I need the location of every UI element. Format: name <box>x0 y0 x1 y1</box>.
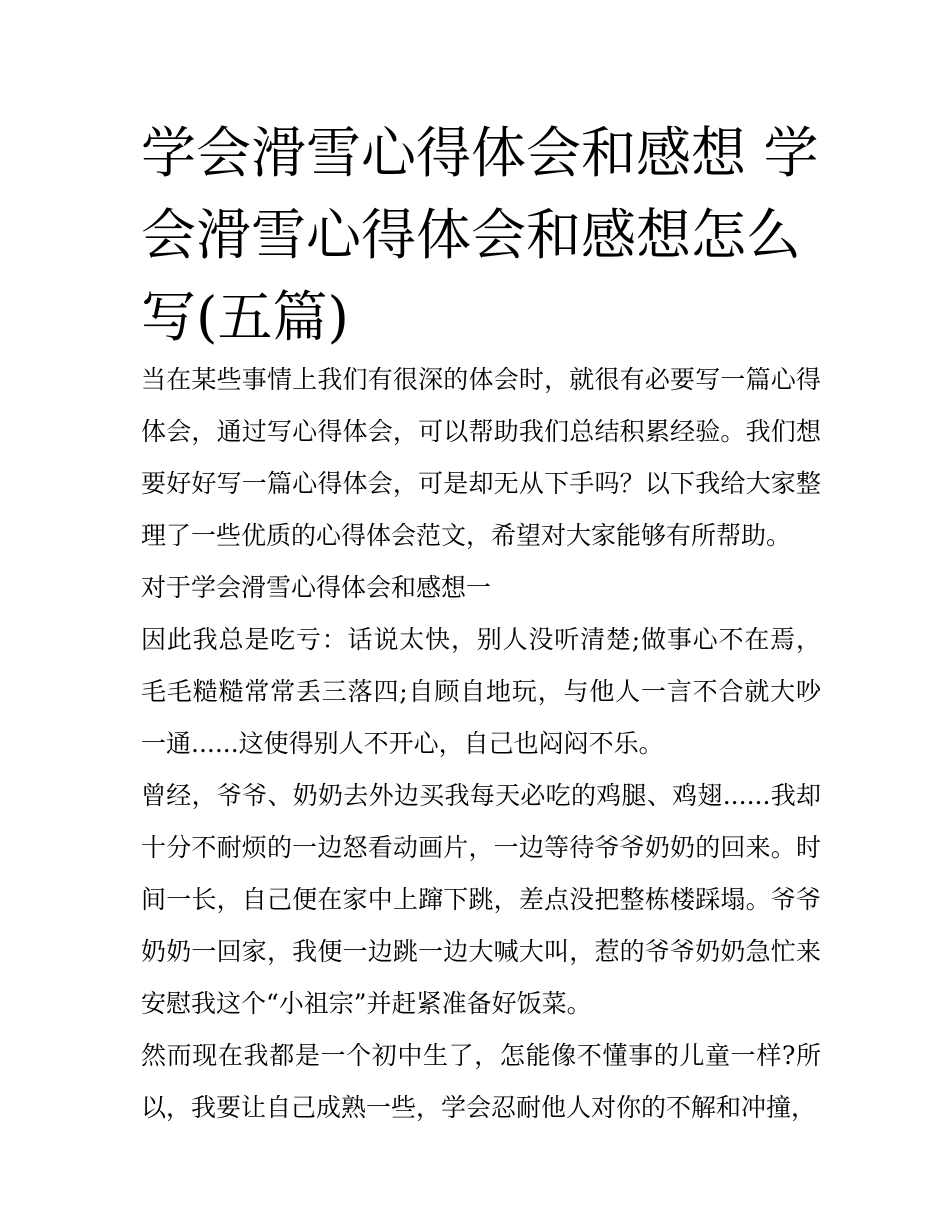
document-title: 学会滑雪心得体会和感想 学会滑雪心得体会和感想怎么写(五篇) <box>141 121 819 349</box>
intro-paragraph: 当在某些事情上我们有很深的体会时，就很有必要写一篇心得体会，通过写心得体会，可以帮助我们总结积累经验。我们想要好好写一篇心得体会，可是却无从下手吗？以下我给大家整理了一些优质的心得体会范文，希望对大家能够有所帮助。 <box>141 365 821 550</box>
body-paragraph: 然而现在我都是一个初中生了，怎能像不懂事的儿童一样?所以，我要让自己成熟一些，学会忍耐他人对你的不解和冲撞， <box>141 1041 821 1122</box>
section-heading: 对于学会滑雪心得体会和感想一 <box>141 573 492 602</box>
body-paragraph: 因此我总是吃亏：话说太快，别人没听清楚;做事心不在焉，毛毛糙糙常常丢三落四;自顾自地玩，与他人一言不合就大吵一通......这使得别人不开心，自己也闷闷不乐。 <box>141 625 821 758</box>
body-paragraph: 曾经，爷爷、奶奶去外边买我每天必吃的鸡腿、鸡翅......我却十分不耐烦的一边怒看动画片，一边等待爷爷奶奶的回来。时间一长，自己便在家中上蹿下跳，差点没把整栋楼踩塌。爷爷奶奶一回家，我便一边跳一边大喊大叫，惹的爷爷奶奶急忙来安慰我这个“小祖宗”并赶紧准备好饭菜。 <box>141 781 821 1018</box>
document-body <box>141 354 821 1134</box>
